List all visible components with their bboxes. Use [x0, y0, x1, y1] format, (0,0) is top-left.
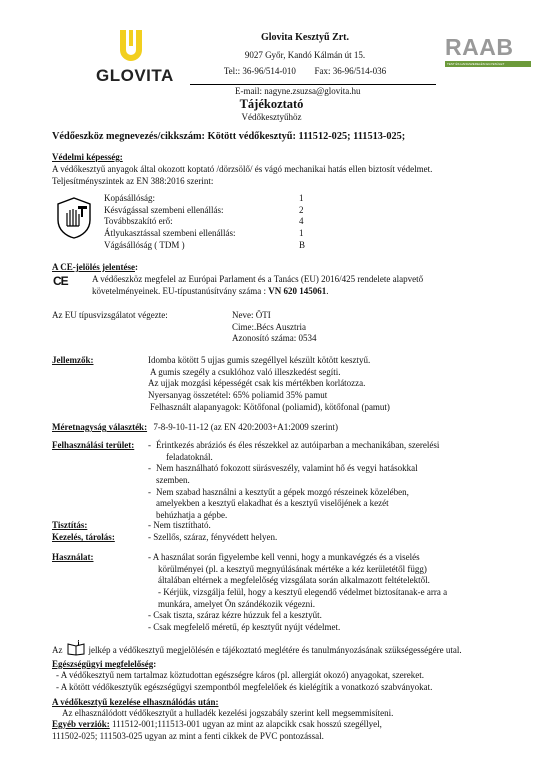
company-address: 9027 Győr, Kandó Kálmán út 15.: [244, 50, 366, 60]
performance-table: [104, 193, 305, 251]
company-email: E-mail: nagyne.zsuzsa@glovita.hu: [235, 86, 361, 96]
sizes-text: 7-8-9-10-11-12 (az EN 420:2003+A1:2009 szerint): [153, 422, 339, 432]
usage-area-item: - Érintkezés abráziós és éles részekkel az autóiparban a mechanikában, szerelési feladatoknál.: [148, 440, 440, 462]
company-name: Glovita Kesztyű Zrt.: [260, 32, 350, 43]
open-book-icon: [67, 640, 85, 656]
disposal-heading: A védőkesztyű kezelése elhasználódás után:: [52, 697, 219, 707]
usage-area-text: Nem használható fokozott sürásveszély, valamint hő és vegyi hatásokkal: [156, 463, 418, 474]
company-fax: Fax: 36-96/514-036: [314, 65, 387, 76]
performance-label: Késvágással szembeni ellenállás:: [104, 204, 224, 215]
use-line: körülményei (pl. a kesztyű megnyúlásának mértéke a kéz kerületétől függ): [158, 563, 427, 574]
cleaning-text: Nem tisztítható.: [153, 520, 211, 530]
use-line: - Csak megfelelő méretű, ép kesztyűt nyújt védelmet.: [148, 622, 341, 633]
performance-row: [104, 205, 305, 217]
usage-area-item: - Nem használható fokozott sürásveszély, valamint hő és vegyi hatásokkal szemben.: [148, 463, 439, 486]
glovita-logo-text: GLOVITA: [96, 66, 174, 85]
raab-logo: [445, 36, 531, 67]
glovita-hand-icon: [96, 26, 166, 66]
mechanical-risk-pictogram: [54, 196, 94, 245]
performance-row: [104, 193, 305, 205]
performance-row: [104, 216, 305, 228]
company-phone: Tel:: 36-96/514-010: [223, 65, 296, 76]
ce-cert-number: VN 620 145061: [268, 285, 327, 296]
cleaning-heading: Tisztítás:: [52, 520, 88, 530]
performance-label: Kopásállóság:: [104, 193, 155, 203]
glovita-logo: [96, 26, 174, 86]
manual-note-text: jelkép a védőkesztyű megjelölésén e tájékoztató meglétére és tanulmányozásának szükségességére utal.: [88, 645, 462, 656]
ce-heading-colon: :: [134, 262, 138, 272]
usage-area-text: feladatoknál.: [166, 451, 213, 462]
features-line: Az ujjak mozgási képességét csak kis mértékben korlátozza.: [148, 378, 366, 389]
performance-value: 1: [299, 193, 304, 203]
manual-note-pre: Az: [52, 645, 63, 656]
page-title: Tájékoztató: [239, 97, 304, 111]
performance-row: [104, 240, 305, 252]
eu-exam-address: Cime:.Bécs Ausztria: [232, 321, 306, 332]
health-line: - A védőkesztyű nem tartalmaz köztudottan egészségre káros (pl. allergiát okozó) anyagokat, szereket.: [56, 670, 424, 680]
performance-row: [104, 228, 305, 240]
performance-value: 2: [299, 204, 304, 215]
use-line: - A használat során figyelembe kell venni, hogy a munkavégzés és a viselés: [148, 552, 420, 562]
performance-label: Átlyukasztással szembeni ellenállás:: [104, 228, 236, 239]
glove-hammer-icon: [54, 196, 94, 240]
eu-exam-name: Neve: ÖTI: [232, 310, 271, 320]
health-heading: Egészségügyi megfelelőség: [52, 659, 154, 669]
protection-heading: Védelmi képesség:: [52, 152, 123, 162]
other-versions-heading: Egyéb verziók:: [52, 719, 110, 729]
features-line: Nyersanyag összetétel: 65% poliamid 35% pamut: [148, 390, 328, 401]
storage-heading: Kezelés, tárolás:: [52, 532, 115, 542]
use-line: munkára, amelyet Ön szándékozik végezni.: [158, 598, 315, 609]
features-line: A gumis szegély a csuklóhoz való illeszkedést segíti.: [150, 366, 341, 377]
eu-exam-id: Azonosító száma: 0534: [232, 333, 317, 344]
performance-value: 1: [299, 228, 304, 239]
protection-text: A védőkesztyű anyagok által okozott koptató /dörzsölő/ és vágó mechanikai hatás ellen biztosít védelmet.: [52, 164, 433, 174]
health-heading-colon: :: [153, 659, 157, 669]
raab-tagline: TEST ÉS HANGSZERELÉSI EGYESÜLET: [445, 61, 531, 67]
ce-text-end: .: [326, 285, 329, 296]
protection-standard: Teljesítményszintek az EN 388:2016 szerint:: [52, 176, 214, 186]
usage-area-item: - Nem szabad használni a kesztyűt a gépek mozgó részeinek közelében, amelyekben a kesztyű elakadhat és a kesztyű viselőjének a kezét behúzhatja a gépbe.: [148, 487, 439, 522]
usage-area-text: szemben.: [156, 475, 190, 486]
ce-text-line2: követelményeinek. EU-típustanúsítvány száma :: [92, 285, 269, 296]
ce-mark-icon: CE: [53, 274, 68, 288]
eu-exam-label: Az EU típusvizsgálatot végezte:: [52, 310, 168, 320]
usage-area-text: Érintkezés abráziós és éles részekkel az autóiparban a mechanikában, szerelési: [156, 440, 440, 450]
use-line: - Kérjük, vizsgálja felül, hogy a kesztyű elegendő védelmet biztosítanak-e arra a: [158, 587, 448, 598]
features-heading: Jellemzők:: [52, 355, 94, 365]
other-versions-line2: 111502-025; 111503-025 ugyan az mint a fenti cikkek de PVC pontozással.: [52, 730, 324, 741]
ce-heading: A CE-jelölés jelentése: [52, 262, 135, 272]
use-line: - Csak tiszta, száraz kézre húzzuk fel a kesztyűt.: [148, 610, 322, 621]
usage-area-text: Nem szabad használni a kesztyűt a gépek mozgó részeinek közelében,: [156, 486, 409, 497]
usage-area-text: amelyekben a kesztyű elakadhat és a kesztyű viselőjének a kezét: [156, 498, 389, 509]
storage-text: Szellős, száraz, fényvédett helyen.: [153, 532, 278, 542]
performance-value: B: [299, 239, 306, 250]
usage-area-text: behúzhatja a gépbe.: [156, 510, 228, 521]
performance-label: Vágásállóság ( TDM ): [104, 239, 185, 250]
features-line: Idomba kötött 5 ujjas gumis szegéllyel készült kötött kesztyű.: [148, 355, 371, 365]
usage-area-heading: Felhasználási terület:: [52, 440, 135, 450]
health-line: - A kötött védőkesztyűk egészségügyi szempontból megfelelőek és kielégítik a vonatkozó szabványokat.: [56, 681, 433, 692]
performance-label: Továbbszakító erő:: [104, 216, 173, 227]
disposal-text: Az elhasználódott védőkesztyűt a hulladék kezelési jogszabály szerint kell megsemmisíteni.: [62, 708, 394, 718]
sizes-heading: Méretnagyság választék:: [52, 422, 148, 432]
performance-value: 4: [299, 216, 304, 227]
raab-logo-text: RAAB: [445, 34, 514, 60]
other-versions-line1: 111512-001;111513-001 ugyan az mint az alapcikk csak hosszú szegéllyel,: [109, 719, 382, 729]
page-subtitle: Védőkesztyűhöz: [241, 112, 302, 122]
ce-text-line1: A védőeszköz megfelel az Európai Parlament és a Tanács (EU) 2016/425 rendelete alapvető: [92, 274, 424, 284]
product-line: Védőeszköz megnevezés/cikkszám: Kötött védőkesztyű: 111512-025; 111513-025;: [52, 131, 406, 142]
svg-text:i: i: [77, 640, 79, 647]
use-line: általában eltérnek a megfelelőség vizsgálata során alkalmazott feltételektől.: [158, 575, 430, 586]
features-line: Felhasznált alapanyagok: Kötőfonal (poliamid), kötőfonal (pamut): [150, 401, 390, 412]
header-divider: [190, 84, 436, 85]
use-heading: Használat:: [52, 552, 94, 562]
